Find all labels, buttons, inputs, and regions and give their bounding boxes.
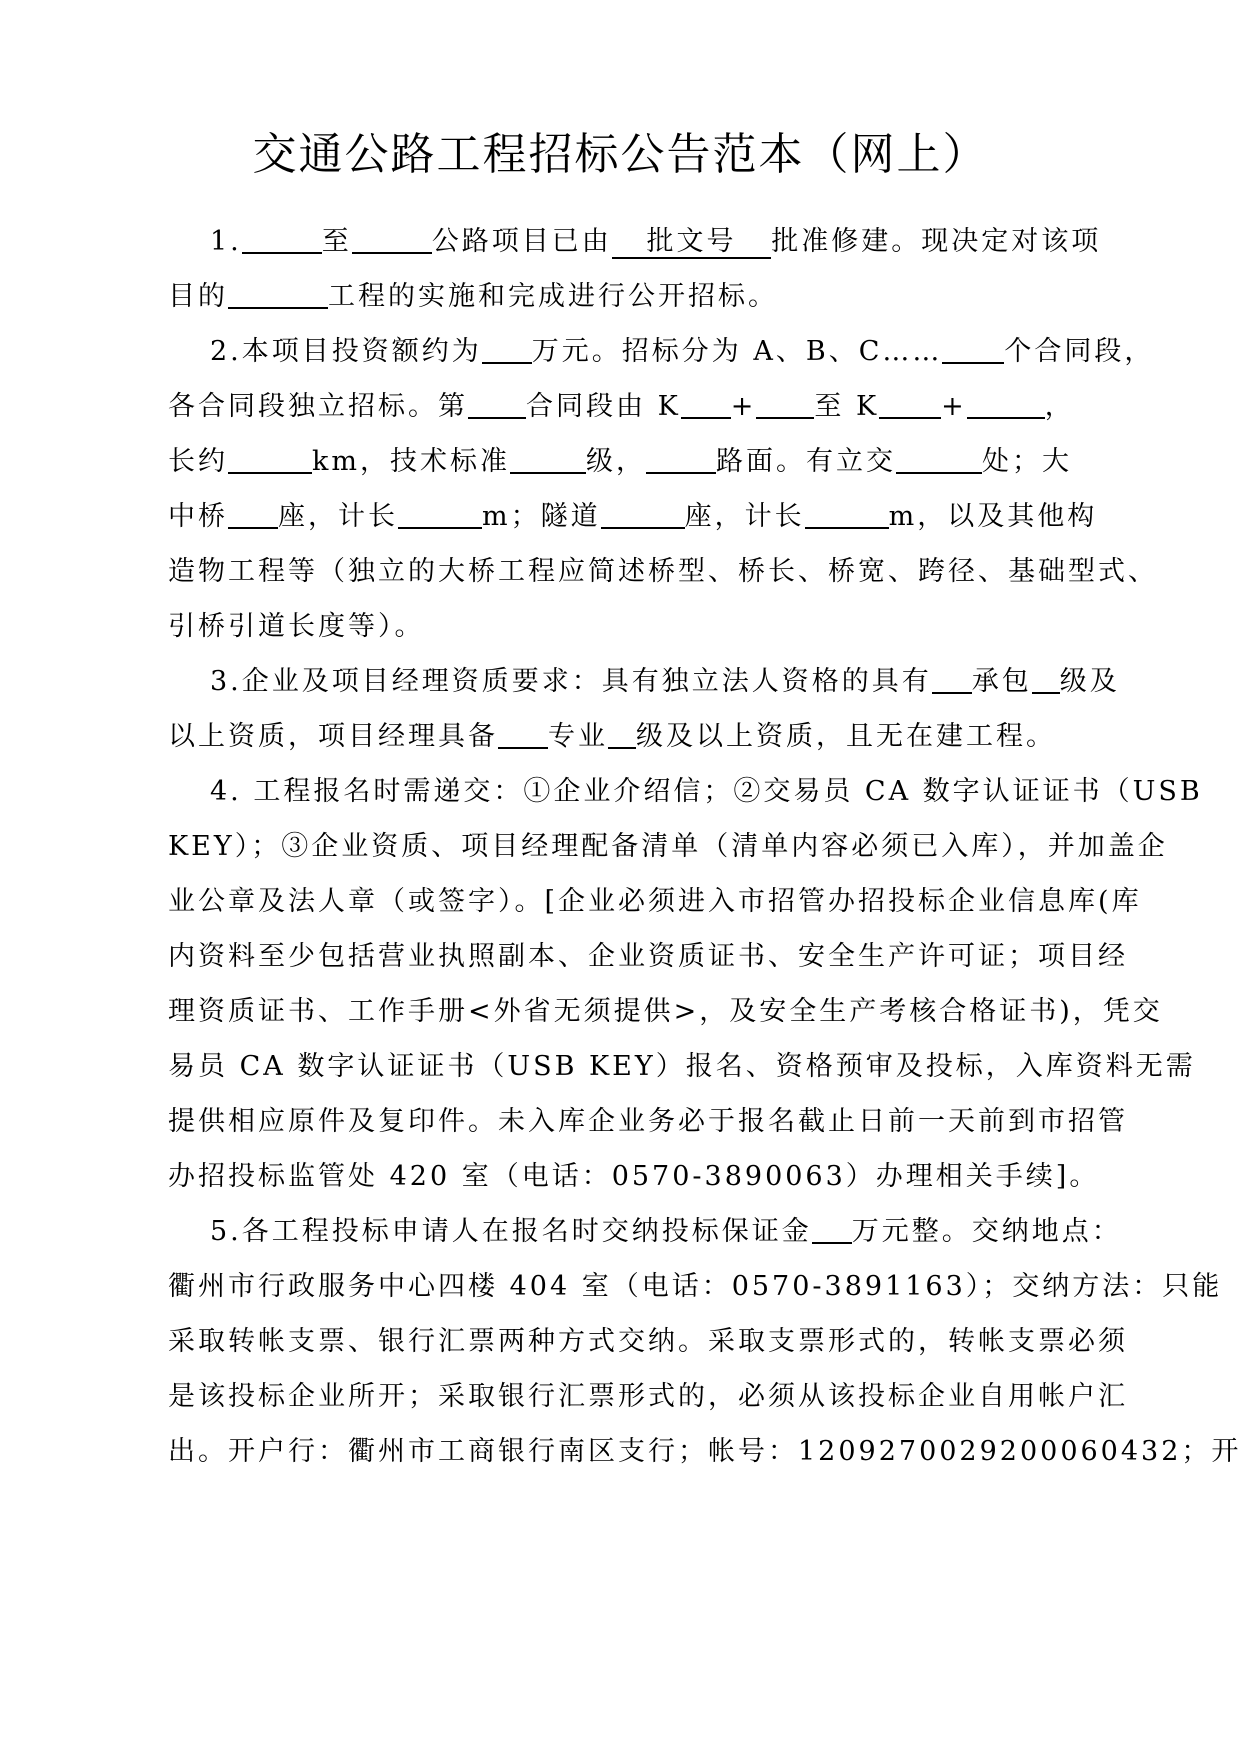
text: 各合同段独立招标。第 bbox=[168, 391, 468, 422]
blank-field bbox=[468, 387, 526, 419]
blank-field bbox=[242, 222, 322, 254]
blank-field bbox=[1032, 662, 1060, 694]
text: 合同段由 K bbox=[526, 391, 681, 422]
paragraph-2-line-5 bbox=[168, 552, 1158, 592]
paragraph-5-line-4: 是该投标企业所开；采取银行汇票形式的，必须从该投标企业自用帐户汇 bbox=[168, 1381, 1128, 1412]
text: 座，计长 bbox=[278, 501, 398, 532]
text: 长约 bbox=[168, 446, 228, 477]
text: 级， bbox=[585, 446, 646, 477]
paragraph-5-line-5: 出。开户行：衢州市工商银行南区支行；帐号：1209270029200060432；开 bbox=[168, 1436, 1241, 1467]
text: ， bbox=[1044, 391, 1075, 422]
text: m；隧道 bbox=[482, 501, 601, 532]
paragraph-1-line-2 bbox=[168, 277, 1088, 317]
blank-field bbox=[805, 497, 889, 529]
text: 以上资质，项目经理具备 bbox=[168, 721, 498, 752]
blank-field bbox=[812, 1212, 852, 1244]
blank-field bbox=[228, 277, 328, 309]
text: 级及以上资质，且无在建工程。 bbox=[636, 721, 1056, 752]
text: 2.本项目投资额约为 bbox=[210, 336, 482, 367]
blank-field bbox=[498, 717, 548, 749]
paragraph-4-line-3: 业公章及法人章（或签字）。[企业必须进入市招管办招投标企业信息库(库 bbox=[168, 886, 1142, 917]
paragraph-3-line-2 bbox=[168, 717, 1088, 757]
text: 至 bbox=[321, 226, 352, 257]
text: 万元。招标分为 A、B、C…… bbox=[531, 336, 943, 367]
blank-field bbox=[510, 442, 586, 474]
paragraph-4-line-6: 易员 CA 数字认证证书（USB KEY）报名、资格预审及投标，入库资料无需 bbox=[168, 1051, 1196, 1082]
text: + bbox=[941, 391, 967, 422]
text: 公路项目已由 bbox=[431, 226, 612, 257]
paragraph-4-line-5: 理资质证书、工作手册<外省无须提供>，及安全生产考核合格证书)，凭交 bbox=[168, 996, 1163, 1027]
blank-field bbox=[608, 717, 636, 749]
paragraph-4-line-8: 办招投标监管处 420 室（电话：0570-3890063）办理相关手续]。 bbox=[168, 1161, 1100, 1192]
blank-field bbox=[879, 387, 941, 419]
paragraph-5-line-3: 采取转帐支票、银行汇票两种方式交纳。采取支票形式的，转帐支票必须 bbox=[168, 1326, 1128, 1357]
text: 至 K bbox=[814, 391, 880, 422]
text: 引桥引道长度等）。 bbox=[168, 611, 425, 642]
text: 座，计长 bbox=[684, 501, 805, 532]
text: + bbox=[730, 391, 757, 422]
paragraph-4-line-2: KEY）；③企业资质、项目经理配备清单（清单内容必须已入库），并加盖企 bbox=[168, 831, 1168, 862]
blank-field bbox=[228, 497, 278, 529]
approval-number-field bbox=[612, 226, 772, 259]
paragraph-4-line-1: 4. 工程报名时需递交：①企业介绍信；②交易员 CA 数字认证证书（USB bbox=[210, 776, 1203, 807]
blank-field bbox=[482, 332, 532, 364]
blank-field bbox=[932, 662, 972, 694]
paragraph-2-line-4 bbox=[168, 497, 1098, 537]
text: 万元整。交纳地点： bbox=[851, 1216, 1122, 1247]
text: 级及 bbox=[1059, 666, 1120, 697]
paragraph-4-line-4: 内资料至少包括营业执照副本、企业资质证书、安全生产许可证；项目经 bbox=[168, 941, 1128, 972]
text: 目的 bbox=[168, 281, 228, 312]
paragraph-2-line-6 bbox=[168, 607, 1088, 647]
text: 承包 bbox=[971, 666, 1032, 697]
text: 3.企业及项目经理资质要求：具有独立法人资格的具有 bbox=[210, 666, 932, 697]
paragraph-1-line-1 bbox=[210, 222, 1102, 262]
paragraph-2-line-2 bbox=[168, 387, 1088, 427]
approval-number-label: 批文号 bbox=[646, 226, 737, 257]
blank-field bbox=[756, 387, 814, 419]
blank-field bbox=[601, 497, 685, 529]
blank-field bbox=[352, 222, 432, 254]
paragraph-3-line-1 bbox=[210, 662, 1120, 702]
text: m，以及其他构 bbox=[888, 501, 1098, 532]
text: 路面。有立交 bbox=[715, 446, 896, 477]
text: 个合同段， bbox=[1004, 336, 1155, 367]
blank-field bbox=[398, 497, 482, 529]
blank-field bbox=[681, 387, 731, 419]
blank-field bbox=[228, 442, 312, 474]
blank-field bbox=[942, 332, 1004, 364]
text: km，技术标准 bbox=[312, 446, 510, 477]
blank-field bbox=[646, 442, 716, 474]
paragraph-2-line-3 bbox=[168, 442, 1088, 482]
paragraph-2-line-1 bbox=[210, 332, 1155, 372]
text: 造物工程等（独立的大桥工程应简述桥型、桥长、桥宽、跨径、基础型式、 bbox=[168, 556, 1158, 587]
text: 中桥 bbox=[168, 501, 228, 532]
blank-field bbox=[967, 387, 1045, 419]
text: 5.各工程投标申请人在报名时交纳投标保证金 bbox=[210, 1216, 812, 1247]
paragraph-4-line-7: 提供相应原件及复印件。未入库企业务必于报名截止日前一天前到市招管 bbox=[168, 1106, 1128, 1137]
item-number: 1. bbox=[210, 226, 242, 257]
document-title: 交通公路工程招标公告范本（网上） bbox=[252, 129, 989, 180]
text: 批准修建。现决定对该项 bbox=[771, 226, 1102, 257]
text: 专业 bbox=[548, 721, 608, 752]
blank-field bbox=[896, 442, 982, 474]
paragraph-5-line-2: 衢州市行政服务中心四楼 404 室（电话：0570-3891163）；交纳方法：只能 bbox=[168, 1271, 1223, 1302]
text: 工程的实施和完成进行公开招标。 bbox=[328, 281, 778, 312]
text: 处；大 bbox=[981, 446, 1072, 477]
paragraph-5-line-1 bbox=[210, 1212, 1122, 1252]
